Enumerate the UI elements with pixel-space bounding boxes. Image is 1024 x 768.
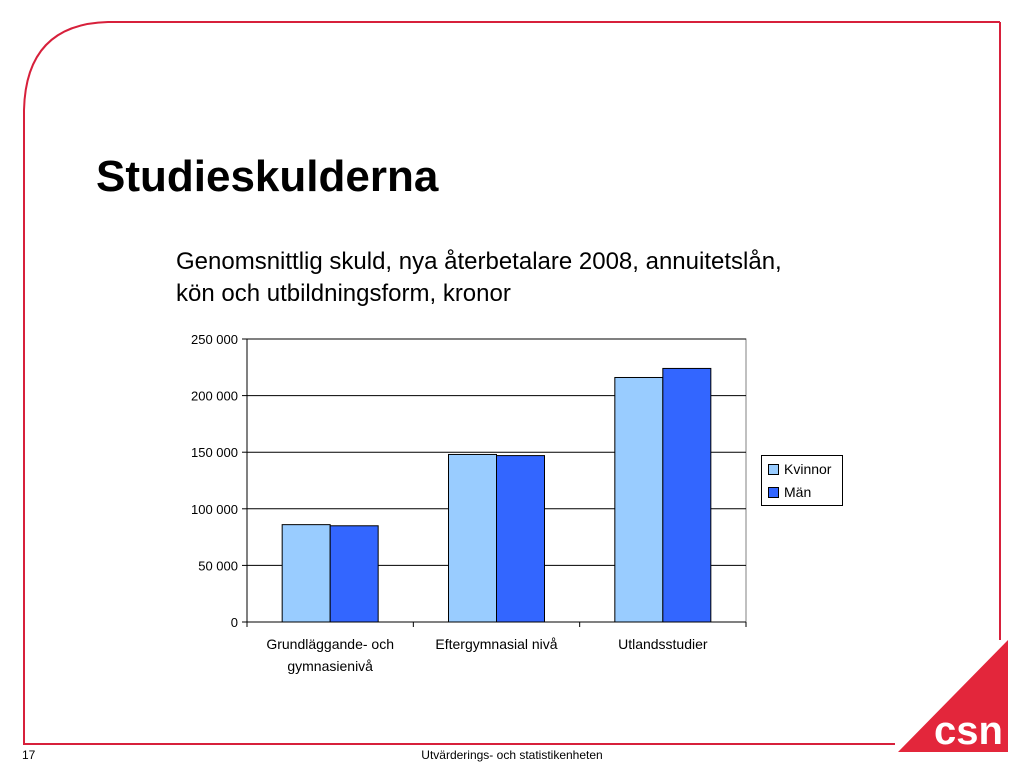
x-tick-label: Eftergymnasial nivå <box>435 636 558 652</box>
x-tick-label: Grundläggande- och <box>266 636 394 652</box>
page-number: 17 <box>22 748 36 762</box>
bar-kvinnor-0 <box>282 525 330 622</box>
legend-item-man <box>768 484 811 500</box>
y-tick-label: 0 <box>230 615 238 630</box>
bar-kvinnor-2 <box>615 377 663 622</box>
bar-kvinnor-1 <box>449 454 497 622</box>
legend-item-kvinnor <box>768 461 831 477</box>
csn-logo <box>898 640 1008 752</box>
legend-label-man: Män <box>784 484 812 500</box>
x-tick-label: Utlandsstudier <box>618 636 708 652</box>
subtitle-line-1: Genomsnittlig skuld, nya återbetalare 2008, annuitetslån, <box>176 248 782 275</box>
bar-man-1 <box>497 456 545 622</box>
legend-swatch-man <box>768 487 779 498</box>
slide-title: Studieskulderna <box>96 152 439 201</box>
y-tick-label: 250 000 <box>191 332 238 347</box>
legend-label-kvinnor: Kvinnor <box>784 461 832 477</box>
x-tick-label: gymnasienivå <box>287 658 373 674</box>
bar-man-2 <box>663 368 711 622</box>
y-tick-label: 150 000 <box>191 445 238 461</box>
y-tick-label: 100 000 <box>191 501 238 517</box>
bar-man-0 <box>330 526 378 622</box>
y-tick-label: 50 000 <box>198 558 238 574</box>
footer-text: Utvärderings- och statistikenheten <box>421 748 603 762</box>
logo-text: csn <box>934 709 1003 752</box>
legend-swatch-kvinnor <box>768 464 779 475</box>
y-tick-label: 200 000 <box>191 388 238 404</box>
subtitle-line-2: kön och utbildningsform, kronor <box>176 280 511 307</box>
chart-legend <box>761 455 843 506</box>
